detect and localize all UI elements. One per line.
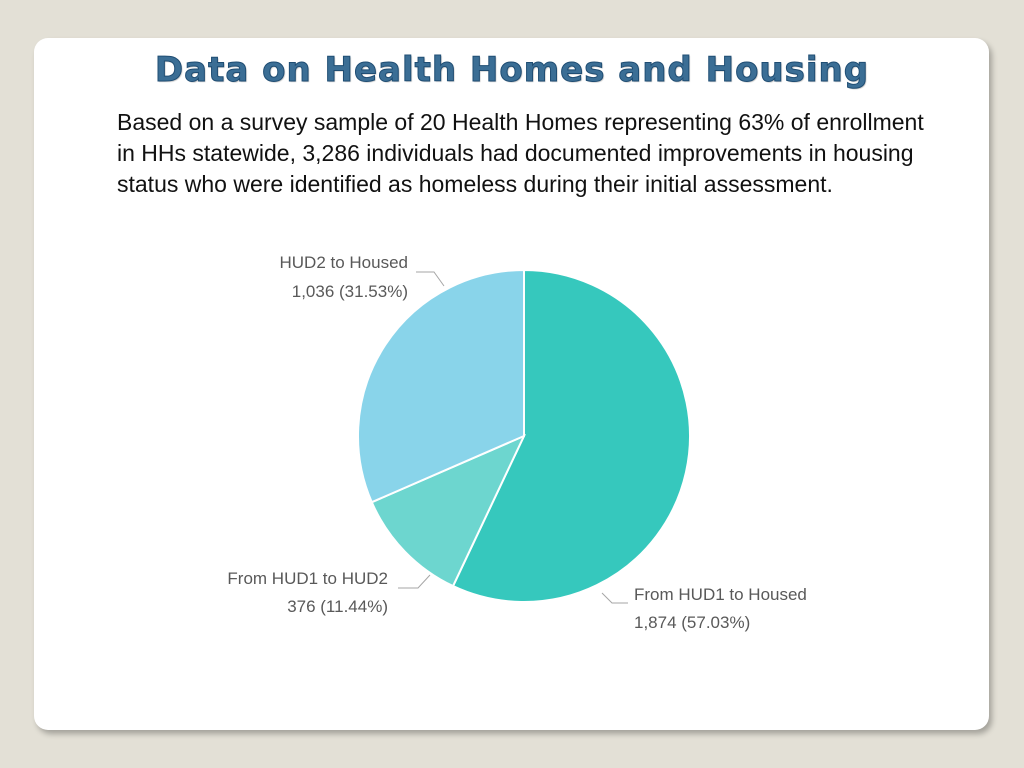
- leader-line: [602, 593, 628, 603]
- summary-text: Based on a survey sample of 20 Health Homes representing 63% of enrollment in HHs statewide, 3,286 individuals had documented improvements in housing status who were identified as homeless during their initial assessment.: [117, 109, 924, 197]
- slice-label: HUD2 to Housed: [279, 253, 408, 272]
- slice-label: From HUD1 to Housed: [634, 585, 807, 604]
- slice-value-label: 376 (11.44%): [287, 597, 388, 616]
- slice-value-label: 1,036 (31.53%): [291, 282, 408, 301]
- slide-title: Data on Health Homes and Housing: [154, 50, 870, 90]
- leader-line: [398, 575, 430, 588]
- leader-line: [416, 272, 444, 286]
- slice-label: From HUD1 to HUD2: [227, 569, 388, 588]
- slice-value-label: 1,874 (57.03%): [634, 613, 751, 632]
